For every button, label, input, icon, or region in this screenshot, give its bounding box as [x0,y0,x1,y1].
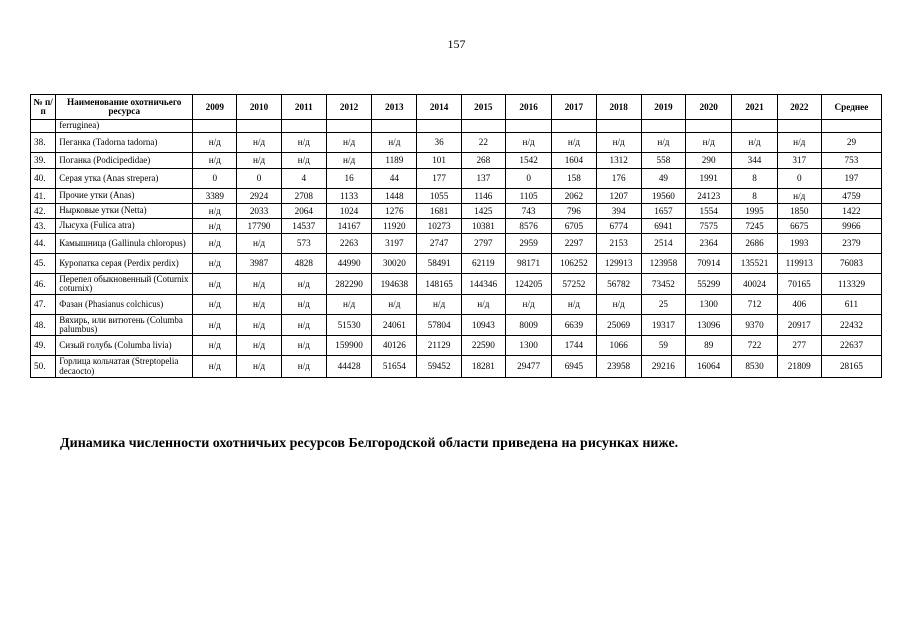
column-header: № п/п [31,95,56,120]
value-cell: 1300 [505,336,551,356]
value-cell: 24123 [686,189,732,204]
value-cell: 722 [732,336,777,356]
value-cell: н/д [193,254,237,274]
value-cell: н/д [281,133,326,153]
caption-text: Динамика численности охотничьих ресурсов Белгородской области приведена на рисунках ниже. [60,436,679,451]
value-cell [417,120,461,133]
value-cell: н/д [193,356,237,378]
value-cell: 57804 [417,315,461,336]
column-header: 2017 [552,95,596,120]
value-cell: 158 [552,169,596,189]
value-cell: 56782 [596,274,641,295]
value-cell: 17790 [237,219,281,234]
value-cell: н/д [552,295,596,315]
value-cell: н/д [193,336,237,356]
value-cell: 76083 [821,254,881,274]
value-cell: 8530 [732,356,777,378]
value-cell: н/д [193,204,237,219]
value-cell: 2924 [237,189,281,204]
table-row [31,234,882,254]
value-cell: 40024 [732,274,777,295]
value-cell: 1105 [505,189,551,204]
value-cell: н/д [193,274,237,295]
value-cell: 558 [641,153,685,169]
value-cell: 6945 [552,356,596,378]
value-cell: н/д [237,153,281,169]
value-cell: 119913 [777,254,821,274]
column-header: 2020 [686,95,732,120]
resource-name-cell: Пеганка (Tadorna tadorna) [56,133,193,153]
value-cell: 22 [461,133,505,153]
value-cell: 2959 [505,234,551,254]
value-cell: 194638 [372,274,417,295]
value-cell: 29 [821,133,881,153]
value-cell: н/д [372,295,417,315]
value-cell: 753 [821,153,881,169]
value-cell: 70914 [686,254,732,274]
row-number-cell: 50. [31,356,56,378]
value-cell: 2062 [552,189,596,204]
value-cell: 1542 [505,153,551,169]
value-cell: 8 [732,189,777,204]
value-cell: 282290 [326,274,371,295]
row-number-cell: 46. [31,274,56,295]
value-cell: 344 [732,153,777,169]
value-cell: 89 [686,336,732,356]
value-cell: 290 [686,153,732,169]
value-cell: н/д [237,315,281,336]
column-header: 2019 [641,95,685,120]
value-cell: 55299 [686,274,732,295]
value-cell: 144346 [461,274,505,295]
value-cell: н/д [237,336,281,356]
value-cell: н/д [281,315,326,336]
value-cell: 197 [821,169,881,189]
value-cell: 1312 [596,153,641,169]
row-number-cell: 42. [31,204,56,219]
value-cell: 4 [281,169,326,189]
column-header: 2014 [417,95,461,120]
value-cell: 2064 [281,204,326,219]
row-number-cell: 44. [31,234,56,254]
value-cell: н/д [505,295,551,315]
value-cell: 10943 [461,315,505,336]
value-cell: н/д [281,336,326,356]
table-row [31,315,882,336]
column-header: Наименование охотничьего ресурса [56,95,193,120]
value-cell: 0 [193,169,237,189]
row-number-cell: 40. [31,169,56,189]
value-cell: 44428 [326,356,371,378]
row-number-cell: 38. [31,133,56,153]
value-cell: 14537 [281,219,326,234]
value-cell: 106252 [552,254,596,274]
value-cell: н/д [237,133,281,153]
value-cell: 2797 [461,234,505,254]
table-row [31,274,882,295]
value-cell: н/д [326,295,371,315]
value-cell: 14167 [326,219,371,234]
hunting-resources-table [30,94,882,378]
value-cell: 25 [641,295,685,315]
value-cell: 9966 [821,219,881,234]
value-cell: 25069 [596,315,641,336]
value-cell: н/д [237,295,281,315]
value-cell: 22590 [461,336,505,356]
value-cell: 11920 [372,219,417,234]
row-number-cell: 48. [31,315,56,336]
resource-name-cell: Вяхирь, или витютень (Columba palumbus) [56,315,193,336]
value-cell: 2033 [237,204,281,219]
value-cell: 59452 [417,356,461,378]
table-row [31,169,882,189]
value-cell [596,120,641,133]
value-cell: 1189 [372,153,417,169]
table-row [31,153,882,169]
value-cell [281,120,326,133]
value-cell: н/д [193,234,237,254]
value-cell [372,120,417,133]
value-cell: н/д [193,295,237,315]
value-cell: 1448 [372,189,417,204]
value-cell: 148165 [417,274,461,295]
value-cell: н/д [193,133,237,153]
value-cell: 8009 [505,315,551,336]
resource-name-cell: Куропатка серая (Perdix perdix) [56,254,193,274]
table-row [31,254,882,274]
value-cell: 1422 [821,204,881,219]
row-number-cell: 39. [31,153,56,169]
value-cell: 1744 [552,336,596,356]
value-cell: 177 [417,169,461,189]
resource-name-cell: Перепел обыкновенный (Coturnix coturnix) [56,274,193,295]
value-cell: 394 [596,204,641,219]
value-cell: 6774 [596,219,641,234]
resource-name-cell: Лысуха (Fulica atra) [56,219,193,234]
value-cell: н/д [326,153,371,169]
value-cell: 1850 [777,204,821,219]
value-cell [732,120,777,133]
value-cell: 135521 [732,254,777,274]
value-cell: н/д [193,153,237,169]
value-cell: 2297 [552,234,596,254]
value-cell: 573 [281,234,326,254]
resource-name-cell: Прочие утки (Anas) [56,189,193,204]
value-cell: 6639 [552,315,596,336]
value-cell: н/д [237,234,281,254]
column-header: 2011 [281,95,326,120]
value-cell: 0 [505,169,551,189]
value-cell: 36 [417,133,461,153]
row-number-cell: 49. [31,336,56,356]
value-cell: 3389 [193,189,237,204]
value-cell: 1681 [417,204,461,219]
value-cell: 21809 [777,356,821,378]
value-cell: 18281 [461,356,505,378]
resource-name-cell: Серая утка (Anas strepera) [56,169,193,189]
value-cell: н/д [281,356,326,378]
value-cell: 1055 [417,189,461,204]
value-cell: 16064 [686,356,732,378]
value-cell: 24061 [372,315,417,336]
value-cell: 4828 [281,254,326,274]
value-cell: н/д [732,133,777,153]
value-cell: 19317 [641,315,685,336]
value-cell: 4759 [821,189,881,204]
value-cell: 1991 [686,169,732,189]
table-row [31,120,882,133]
value-cell: 317 [777,153,821,169]
value-cell: 57252 [552,274,596,295]
value-cell: 277 [777,336,821,356]
value-cell: 176 [596,169,641,189]
value-cell: 59 [641,336,685,356]
value-cell: 712 [732,295,777,315]
value-cell: 7245 [732,219,777,234]
value-cell: 6705 [552,219,596,234]
value-cell: 406 [777,295,821,315]
value-cell: 124205 [505,274,551,295]
value-cell: 2263 [326,234,371,254]
value-cell: 7575 [686,219,732,234]
column-header: 2022 [777,95,821,120]
resource-name-cell: Камышница (Gallinula chloropus) [56,234,193,254]
value-cell: 101 [417,153,461,169]
value-cell: 58491 [417,254,461,274]
resource-name-cell: Поганка (Podicipedidae) [56,153,193,169]
value-cell: 62119 [461,254,505,274]
value-cell: н/д [777,189,821,204]
value-cell: 1300 [686,295,732,315]
table-row [31,219,882,234]
value-cell: н/д [281,274,326,295]
table-row [31,133,882,153]
row-number-cell [31,120,56,133]
value-cell: н/д [372,133,417,153]
column-header: 2015 [461,95,505,120]
value-cell: н/д [326,133,371,153]
value-cell: 743 [505,204,551,219]
value-cell: 1133 [326,189,371,204]
value-cell [552,120,596,133]
value-cell [821,120,881,133]
value-cell: 1425 [461,204,505,219]
value-cell: 13096 [686,315,732,336]
column-header: Среднее [821,95,881,120]
value-cell: 30020 [372,254,417,274]
value-cell: н/д [641,133,685,153]
column-header: 2021 [732,95,777,120]
value-cell: 9370 [732,315,777,336]
value-cell: 51530 [326,315,371,336]
value-cell: н/д [237,356,281,378]
table-row [31,204,882,219]
column-header: 2010 [237,95,281,120]
value-cell: 1207 [596,189,641,204]
value-cell: 0 [237,169,281,189]
value-cell: н/д [596,133,641,153]
value-cell: н/д [686,133,732,153]
value-cell: 1604 [552,153,596,169]
value-cell: 19560 [641,189,685,204]
value-cell: 1276 [372,204,417,219]
value-cell [641,120,685,133]
value-cell: 2686 [732,234,777,254]
value-cell: н/д [417,295,461,315]
row-number-cell: 47. [31,295,56,315]
value-cell: н/д [461,295,505,315]
row-number-cell: 41. [31,189,56,204]
value-cell: 123958 [641,254,685,274]
resource-name-cell: Нырковые утки (Netta) [56,204,193,219]
value-cell: н/д [552,133,596,153]
value-cell: 1024 [326,204,371,219]
resource-name-cell: Горлица кольчатая (Streptopelia decaocto) [56,356,193,378]
value-cell: 21129 [417,336,461,356]
value-cell [505,120,551,133]
value-cell: 6941 [641,219,685,234]
value-cell: 1554 [686,204,732,219]
value-cell [777,120,821,133]
value-cell: 1146 [461,189,505,204]
value-cell: 22432 [821,315,881,336]
value-cell: 159900 [326,336,371,356]
value-cell: 137 [461,169,505,189]
value-cell: 44990 [326,254,371,274]
resource-name-cell: Сизый голубь (Columba livia) [56,336,193,356]
value-cell: н/д [505,133,551,153]
value-cell [237,120,281,133]
value-cell: 23958 [596,356,641,378]
value-cell: 1657 [641,204,685,219]
value-cell: 2514 [641,234,685,254]
value-cell: 8576 [505,219,551,234]
value-cell: 22637 [821,336,881,356]
value-cell: 113329 [821,274,881,295]
value-cell: 1995 [732,204,777,219]
value-cell: 10273 [417,219,461,234]
value-cell: н/д [237,274,281,295]
value-cell: 40126 [372,336,417,356]
value-cell: 2379 [821,234,881,254]
value-cell: 28165 [821,356,881,378]
value-cell [461,120,505,133]
table-row [31,189,882,204]
value-cell: 3197 [372,234,417,254]
value-cell: 70165 [777,274,821,295]
value-cell [686,120,732,133]
value-cell: 2747 [417,234,461,254]
page-number: 157 [447,37,466,51]
row-number-cell: 43. [31,219,56,234]
value-cell: 1066 [596,336,641,356]
column-header: 2013 [372,95,417,120]
table-header-row [31,95,882,120]
value-cell: 98171 [505,254,551,274]
value-cell: 16 [326,169,371,189]
column-header: 2012 [326,95,371,120]
table-body [31,120,882,378]
row-number-cell: 45. [31,254,56,274]
value-cell: н/д [193,315,237,336]
value-cell: 129913 [596,254,641,274]
value-cell: 611 [821,295,881,315]
column-header: 2018 [596,95,641,120]
value-cell: н/д [281,295,326,315]
value-cell: 29477 [505,356,551,378]
value-cell: 10381 [461,219,505,234]
value-cell: 49 [641,169,685,189]
value-cell: 2153 [596,234,641,254]
column-header: 2009 [193,95,237,120]
resource-name-cell: ferruginea) [56,120,193,133]
value-cell: 796 [552,204,596,219]
column-header: 2016 [505,95,551,120]
value-cell: 6675 [777,219,821,234]
table-row [31,356,882,378]
value-cell: 44 [372,169,417,189]
value-cell: н/д [777,133,821,153]
resource-name-cell: Фазан (Phasianus colchicus) [56,295,193,315]
value-cell: 3987 [237,254,281,274]
value-cell: 73452 [641,274,685,295]
value-cell: 2708 [281,189,326,204]
value-cell: н/д [281,153,326,169]
value-cell [193,120,237,133]
table-row [31,295,882,315]
value-cell: 268 [461,153,505,169]
value-cell: 51654 [372,356,417,378]
value-cell: н/д [596,295,641,315]
value-cell: 0 [777,169,821,189]
value-cell: 2364 [686,234,732,254]
value-cell: н/д [193,219,237,234]
value-cell: 20917 [777,315,821,336]
value-cell: 29216 [641,356,685,378]
value-cell: 1993 [777,234,821,254]
value-cell: 8 [732,169,777,189]
table-row [31,336,882,356]
value-cell [326,120,371,133]
